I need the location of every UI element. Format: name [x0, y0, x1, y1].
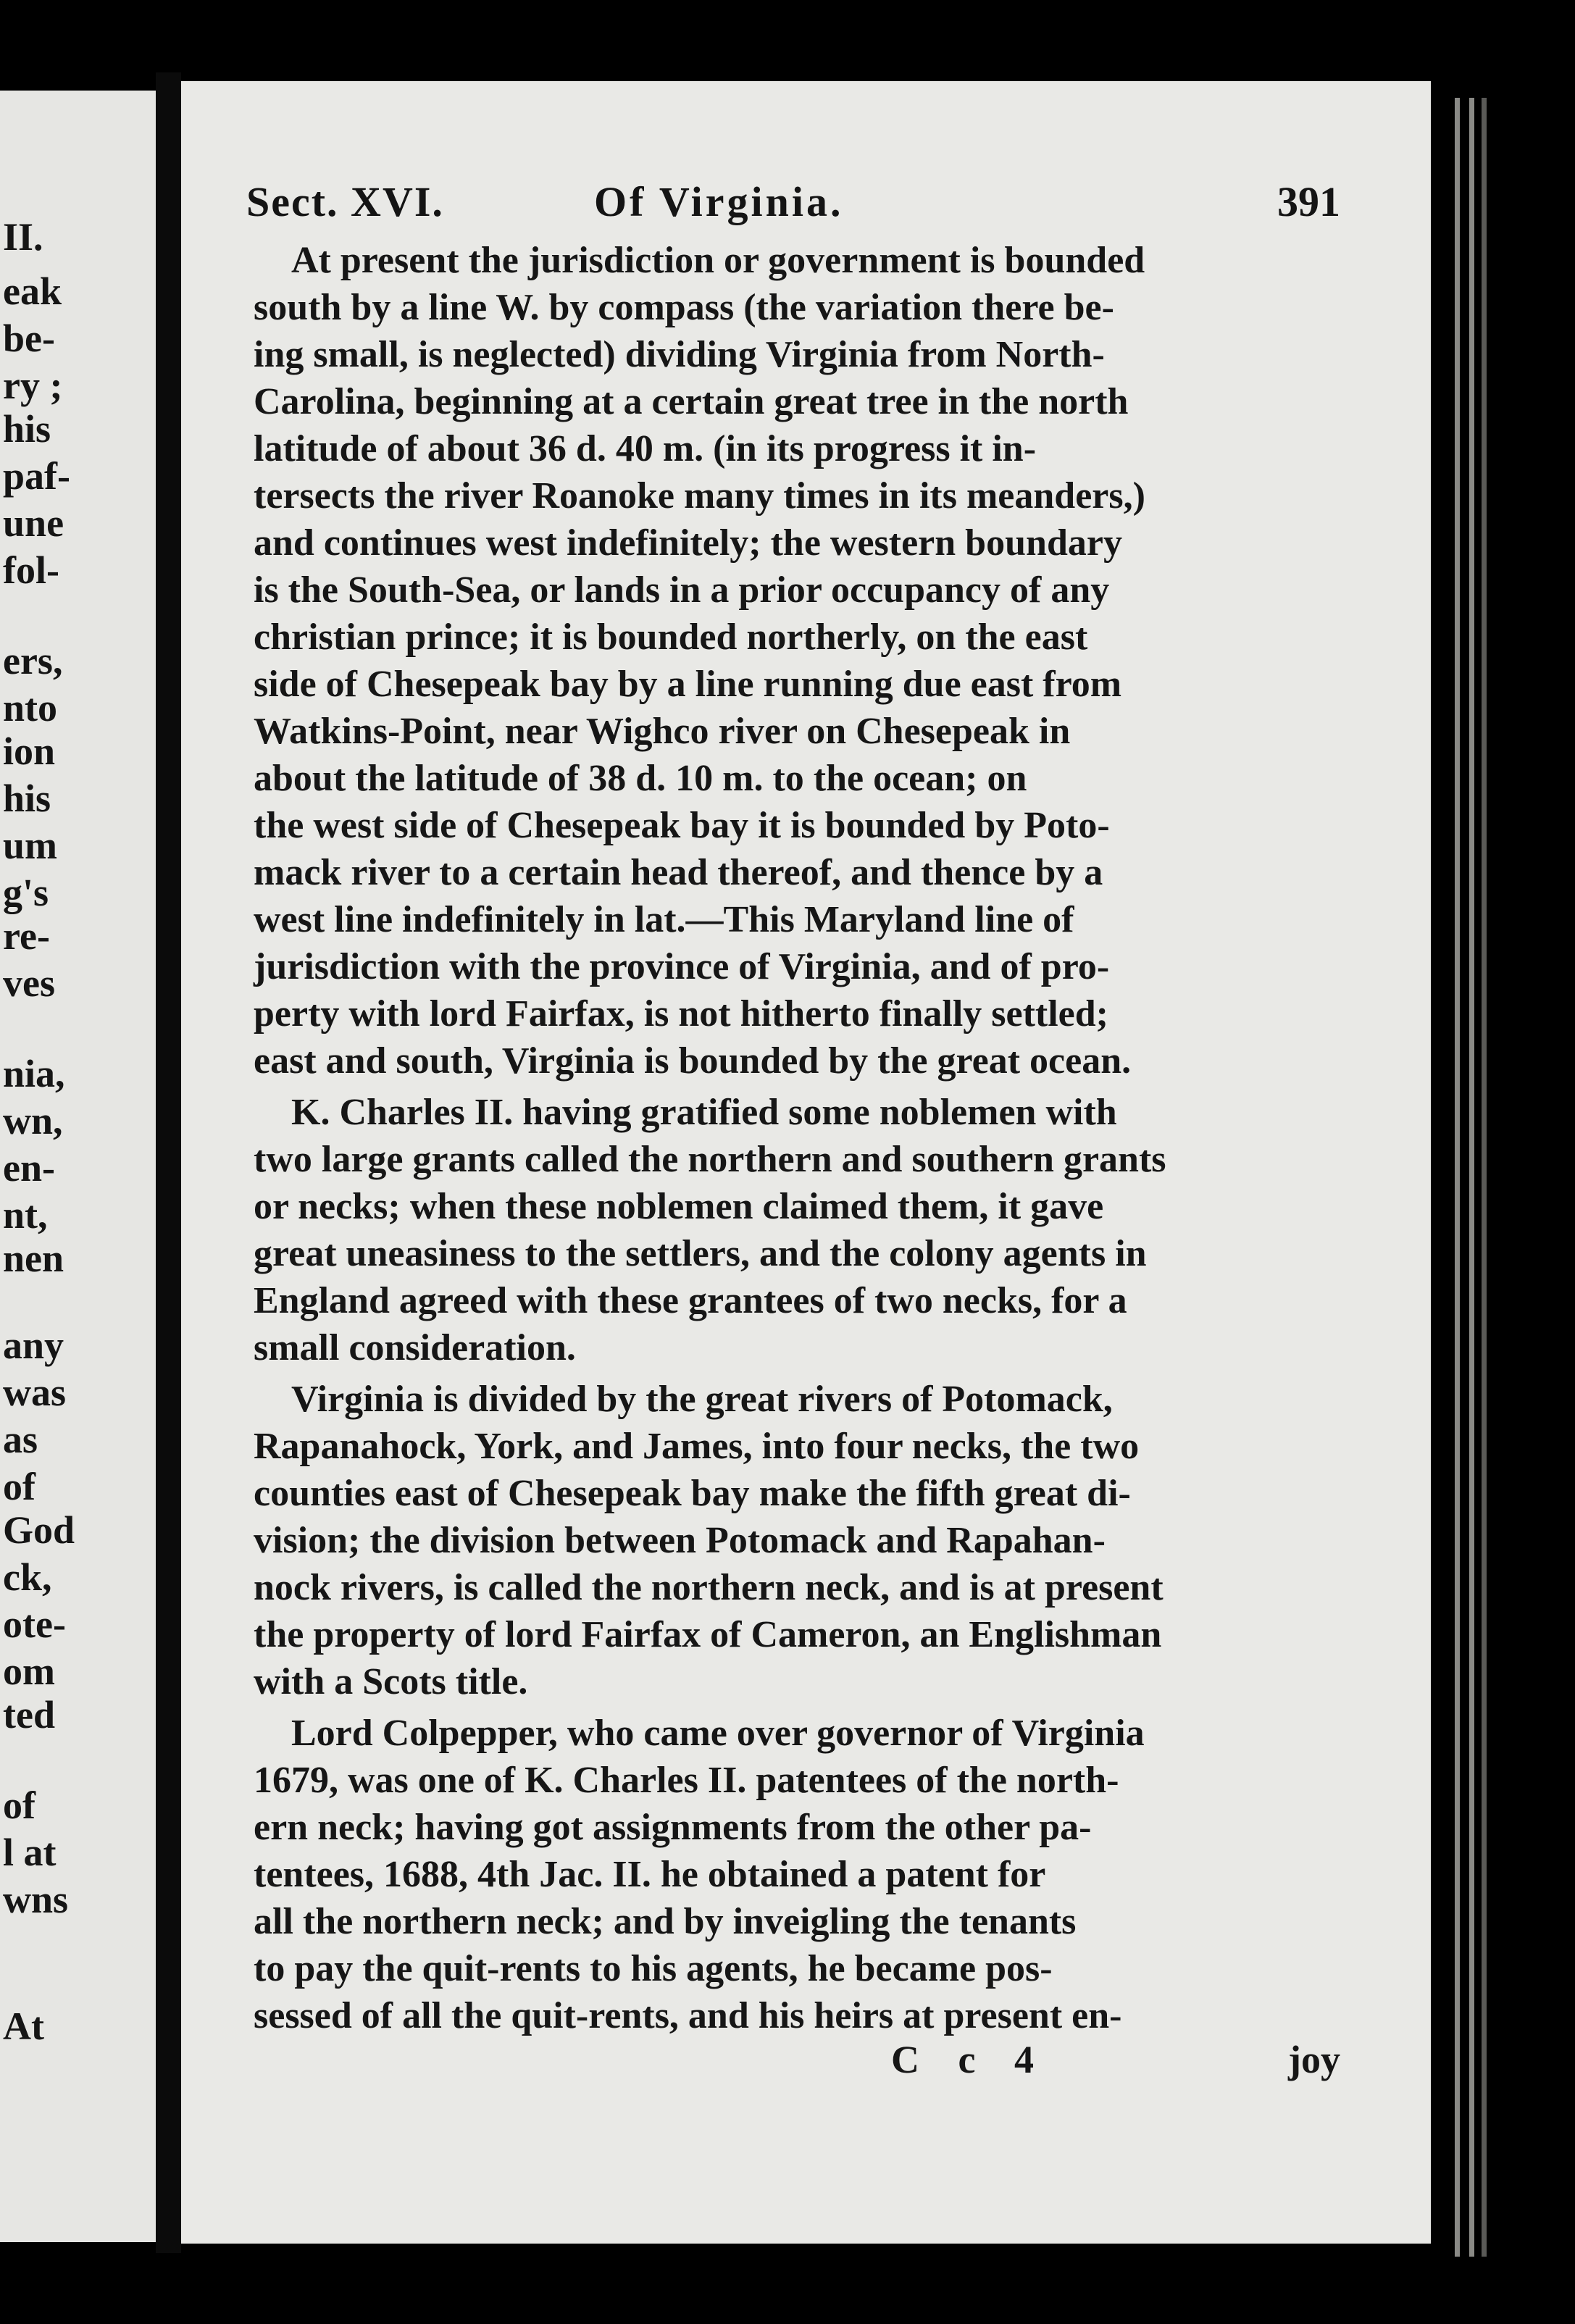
page-footer — [254, 2037, 1340, 2088]
text-line: Carolina, beginning at a certain great tree in the north — [254, 381, 1129, 422]
margin-fragment: nt, — [3, 1193, 48, 1237]
margin-fragment: wn, — [3, 1099, 63, 1142]
running-header — [246, 177, 1340, 235]
page-number: 391 — [1277, 178, 1340, 225]
margin-fragment: God — [3, 1508, 75, 1552]
margin-fragment: en- — [3, 1146, 55, 1190]
text-line: christian prince; it is bounded northerly, on the east — [254, 616, 1088, 658]
margin-fragment: ote- — [3, 1602, 66, 1646]
text-line: and continues west indefinitely; the western boundary — [254, 522, 1122, 564]
body-text — [254, 237, 1333, 2039]
text-line: Virginia is divided by the great rivers of Potomack, — [291, 1379, 1113, 1420]
margin-fragment: At — [3, 2005, 44, 2048]
margin-fragment: paf- — [3, 454, 70, 498]
text-line: east and south, Virginia is bounded by the great ocean. — [254, 1040, 1132, 1082]
text-line: south by a line W. by compass (the variation there be- — [254, 287, 1114, 328]
margin-fragment: um — [3, 824, 58, 867]
text-line: about the latitude of 38 d. 10 m. to the ocean; on — [254, 758, 1027, 799]
margin-fragment: nia, — [3, 1052, 65, 1095]
margin-fragment: of — [3, 1784, 35, 1827]
text-line: mack river to a certain head thereof, and thence by a — [254, 852, 1103, 893]
margin-fragment: II. — [3, 215, 43, 259]
margin-fragment: fol- — [3, 548, 59, 592]
text-line: perty with lord Fairfax, is not hitherto finally settled; — [254, 993, 1108, 1034]
margin-fragment: his — [3, 777, 51, 820]
margin-fragment: re- — [3, 914, 50, 958]
margin-fragment: om — [3, 1650, 55, 1693]
margin-fragment: any — [3, 1324, 64, 1367]
page-edge — [1469, 98, 1474, 2257]
text-line: the west side of Chesepeak bay it is bounded by Poto- — [254, 805, 1110, 846]
page-edge — [1482, 98, 1487, 2257]
text-line: to pay the quit-rents to his agents, he became pos- — [254, 1948, 1053, 1989]
text-line: side of Chesepeak bay by a line running due east from — [254, 664, 1122, 705]
margin-fragment: ck, — [3, 1555, 52, 1599]
margin-fragment: ers, — [3, 639, 63, 682]
margin-fragment: be- — [3, 317, 55, 360]
text-line: small consideration. — [254, 1327, 576, 1368]
text-line: ern neck; having got assignments from the other pa- — [254, 1807, 1092, 1848]
margin-fragment: ted — [3, 1693, 55, 1736]
margin-fragment: ion — [3, 730, 56, 773]
text-line: K. Charles II. having gratified some noblemen with — [291, 1092, 1117, 1133]
text-line: nock rivers, is called the northern neck, and is at present — [254, 1567, 1164, 1608]
margin-fragment: his — [3, 407, 51, 451]
facing-page-fragment — [0, 91, 156, 2242]
margin-fragment: was — [3, 1371, 67, 1414]
text-line: latitude of about 36 d. 40 m. (in its progress it in- — [254, 428, 1037, 469]
section-label: Sect. XVI. — [246, 178, 444, 225]
text-line: or necks; when these noblemen claimed them, it gave — [254, 1186, 1104, 1227]
margin-fragment: ry ; — [3, 364, 63, 407]
running-title: Of Virginia. — [594, 178, 844, 225]
book-page — [181, 81, 1431, 2244]
margin-fragment: l at — [3, 1831, 57, 1874]
text-line: the property of lord Fairfax of Cameron, an Englishman — [254, 1614, 1162, 1655]
text-line: west line indefinitely in lat.—This Maryland line of — [254, 899, 1074, 940]
margin-fragment: nto — [3, 686, 58, 730]
text-line: sessed of all the quit-rents, and his heirs at present en- — [254, 1995, 1122, 2036]
text-line: At present the jurisdiction or government is bounded — [291, 240, 1145, 281]
text-line: Rapanahock, York, and James, into four necks, the two — [254, 1426, 1140, 1467]
text-line: counties east of Chesepeak bay make the fifth great di- — [254, 1473, 1131, 1514]
page-edge — [1455, 98, 1460, 2257]
text-line: jurisdiction with the province of Virginia, and of pro- — [254, 946, 1110, 987]
text-line: all the northern neck; and by inveigling the tenants — [254, 1901, 1077, 1942]
margin-fragment: as — [3, 1418, 38, 1461]
signature-mark: C c 4 — [891, 2038, 1048, 2081]
text-line: with a Scots title. — [254, 1661, 528, 1702]
text-line: ing small, is neglected) dividing Virginia from North- — [254, 334, 1105, 375]
text-line: great uneasiness to the settlers, and the colony agents in — [254, 1233, 1147, 1274]
text-line: tersects the river Roanoke many times in its meanders,) — [254, 475, 1145, 517]
catchword: joy — [1288, 2038, 1340, 2081]
margin-fragment: une — [3, 501, 64, 545]
margin-fragment: ves — [3, 961, 55, 1005]
text-line: tentees, 1688, 4th Jac. II. he obtained a patent for — [254, 1854, 1046, 1895]
margin-fragment: nen — [3, 1237, 64, 1280]
text-line: vision; the division between Potomack and Rapahan- — [254, 1520, 1106, 1561]
book-gutter — [156, 72, 181, 2253]
text-line: two large grants called the northern and southern grants — [254, 1139, 1166, 1180]
text-line: Lord Colpepper, who came over governor of Virginia — [291, 1713, 1145, 1754]
margin-fragment: wns — [3, 1878, 69, 1921]
text-line: 1679, was one of K. Charles II. patentees of the north- — [254, 1760, 1119, 1801]
margin-fragment: of — [3, 1465, 35, 1508]
text-line: England agreed with these grantees of two necks, for a — [254, 1280, 1127, 1321]
text-line: is the South-Sea, or lands in a prior occupancy of any — [254, 569, 1110, 611]
margin-fragment: eak — [3, 269, 62, 313]
margin-fragment: g's — [3, 871, 49, 914]
text-line: Watkins-Point, near Wighco river on Chesepeak in — [254, 711, 1071, 752]
